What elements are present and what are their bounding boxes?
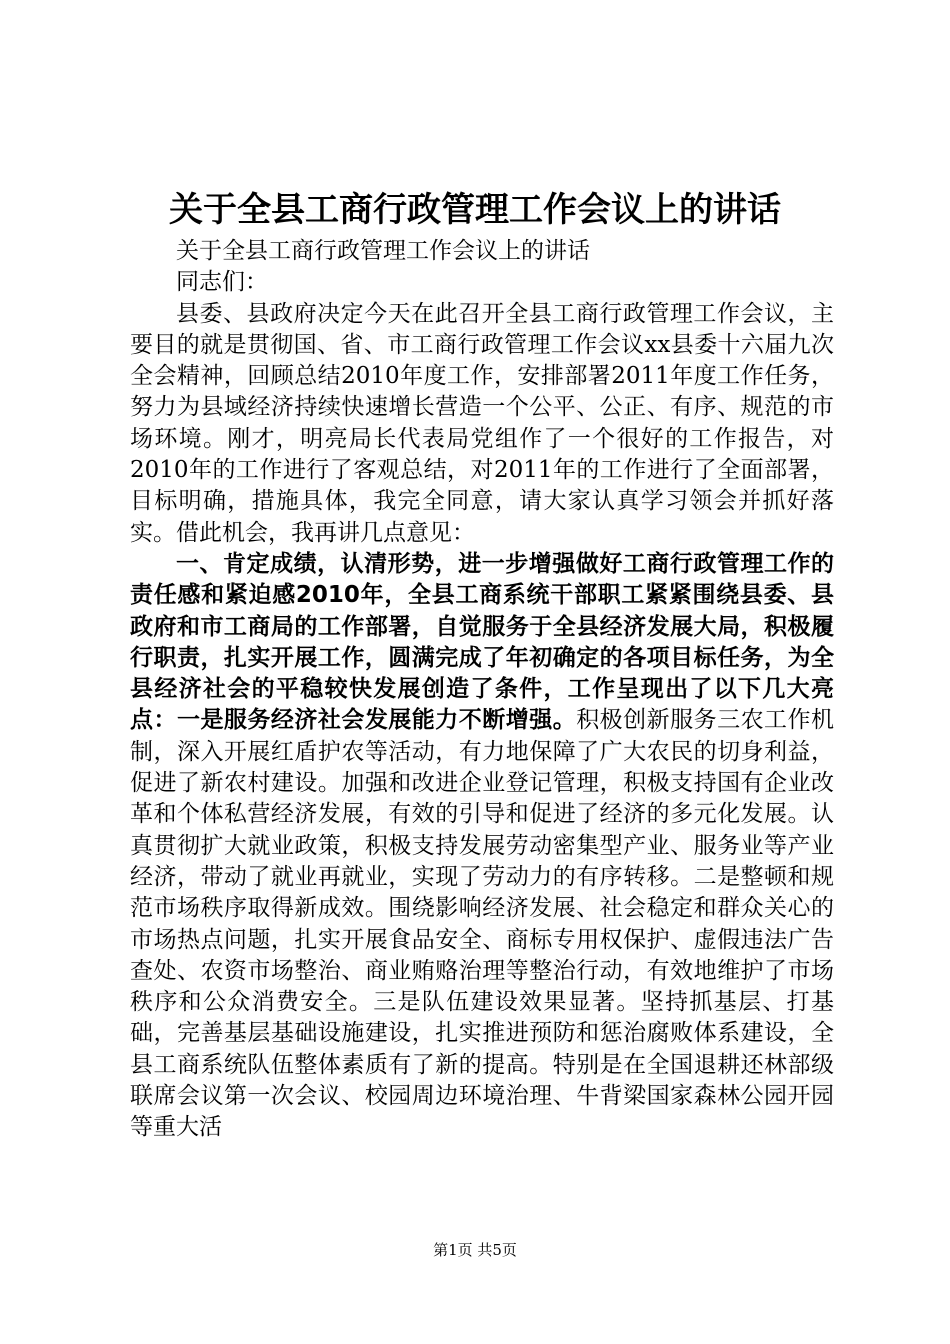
page-number-footer: 第1页 共5页 <box>433 1241 517 1259</box>
section-heading-1: 一、肯定成绩，认清形势，进一步增强做好工商行政管理工作的责任感和紧迫感2010年，全县工商系统干部职工紧紧围绕县委、县政府和市工商局的工作部署，自觉服务于全县经济发展大局，积极履行职责，扎实开展工作，圆满完成了年初确定的各项目标任务，为全县经济社会的平稳较快发展创造了条件，工作呈现出了以下几大亮点：一是服务经济社会发展能力不断增强。 <box>130 550 834 734</box>
document-body <box>130 236 834 1144</box>
document-subtitle: 关于全县工商行政管理工作会议上的讲话 <box>176 238 590 264</box>
paragraph-2 <box>130 549 834 1144</box>
paragraph-2-text: 积极创新服务三农工作机制，深入开展红盾护农等活动，有力地保障了广大农民的切身利益，促进了新农村建设。加强和改进企业登记管理，积极支持国有企业改革和个体私营经济发展，有效的引导和促进了经济的多元化发展。认真贯彻扩大就业政策，积极支持发展劳动密集型产业、服务业等产业经济，带动了就业再就业，实现了劳动力的有序转移。二是整顿和规范市场秩序取得新成效。围绕影响经济发展、社会稳定和群众关心的市场热点问题，扎实开展食品安全、商标专用权保护、虚假违法广告查处、农资市场整治、商业贿赂治理等整治行动，有效地维护了市场秩序和公众消费安全。三是队伍建设效果显著。坚持抓基层、打基础，完善基层基础设施建设，扎实推进预防和惩治腐败体系建设，全县工商系统队伍整体素质有了新的提高。特别是在全国退耕还林部级联席会议第一次会议、校园周边环境治理、牛背梁国家森林公园开园等重大活 <box>130 707 835 1141</box>
document-title: 关于全县工商行政管理工作会议上的讲话 <box>169 190 781 230</box>
salutation: 同志们： <box>176 269 268 296</box>
paragraph-1: 县委、县政府决定今天在此召开全县工商行政管理工作会议，主要目的就是贯彻国、省、市工商行政管理工作会议xx县委十六届九次全会精神，回顾总结2010年度工作，安排部署2011年度工作任务，努力为县域经济持续快速增长营造一个公平、公正、有序、规范的市场环境。刚才，明亮局长代表局党组作了一个很好的工作报告，对2010年的工作进行了客观总结，对2011年的工作进行了全面部署，目标明确，措施具体，我完全同意，请大家认真学习领会并抓好落实。借此机会，我再讲几点意见： <box>130 300 834 546</box>
